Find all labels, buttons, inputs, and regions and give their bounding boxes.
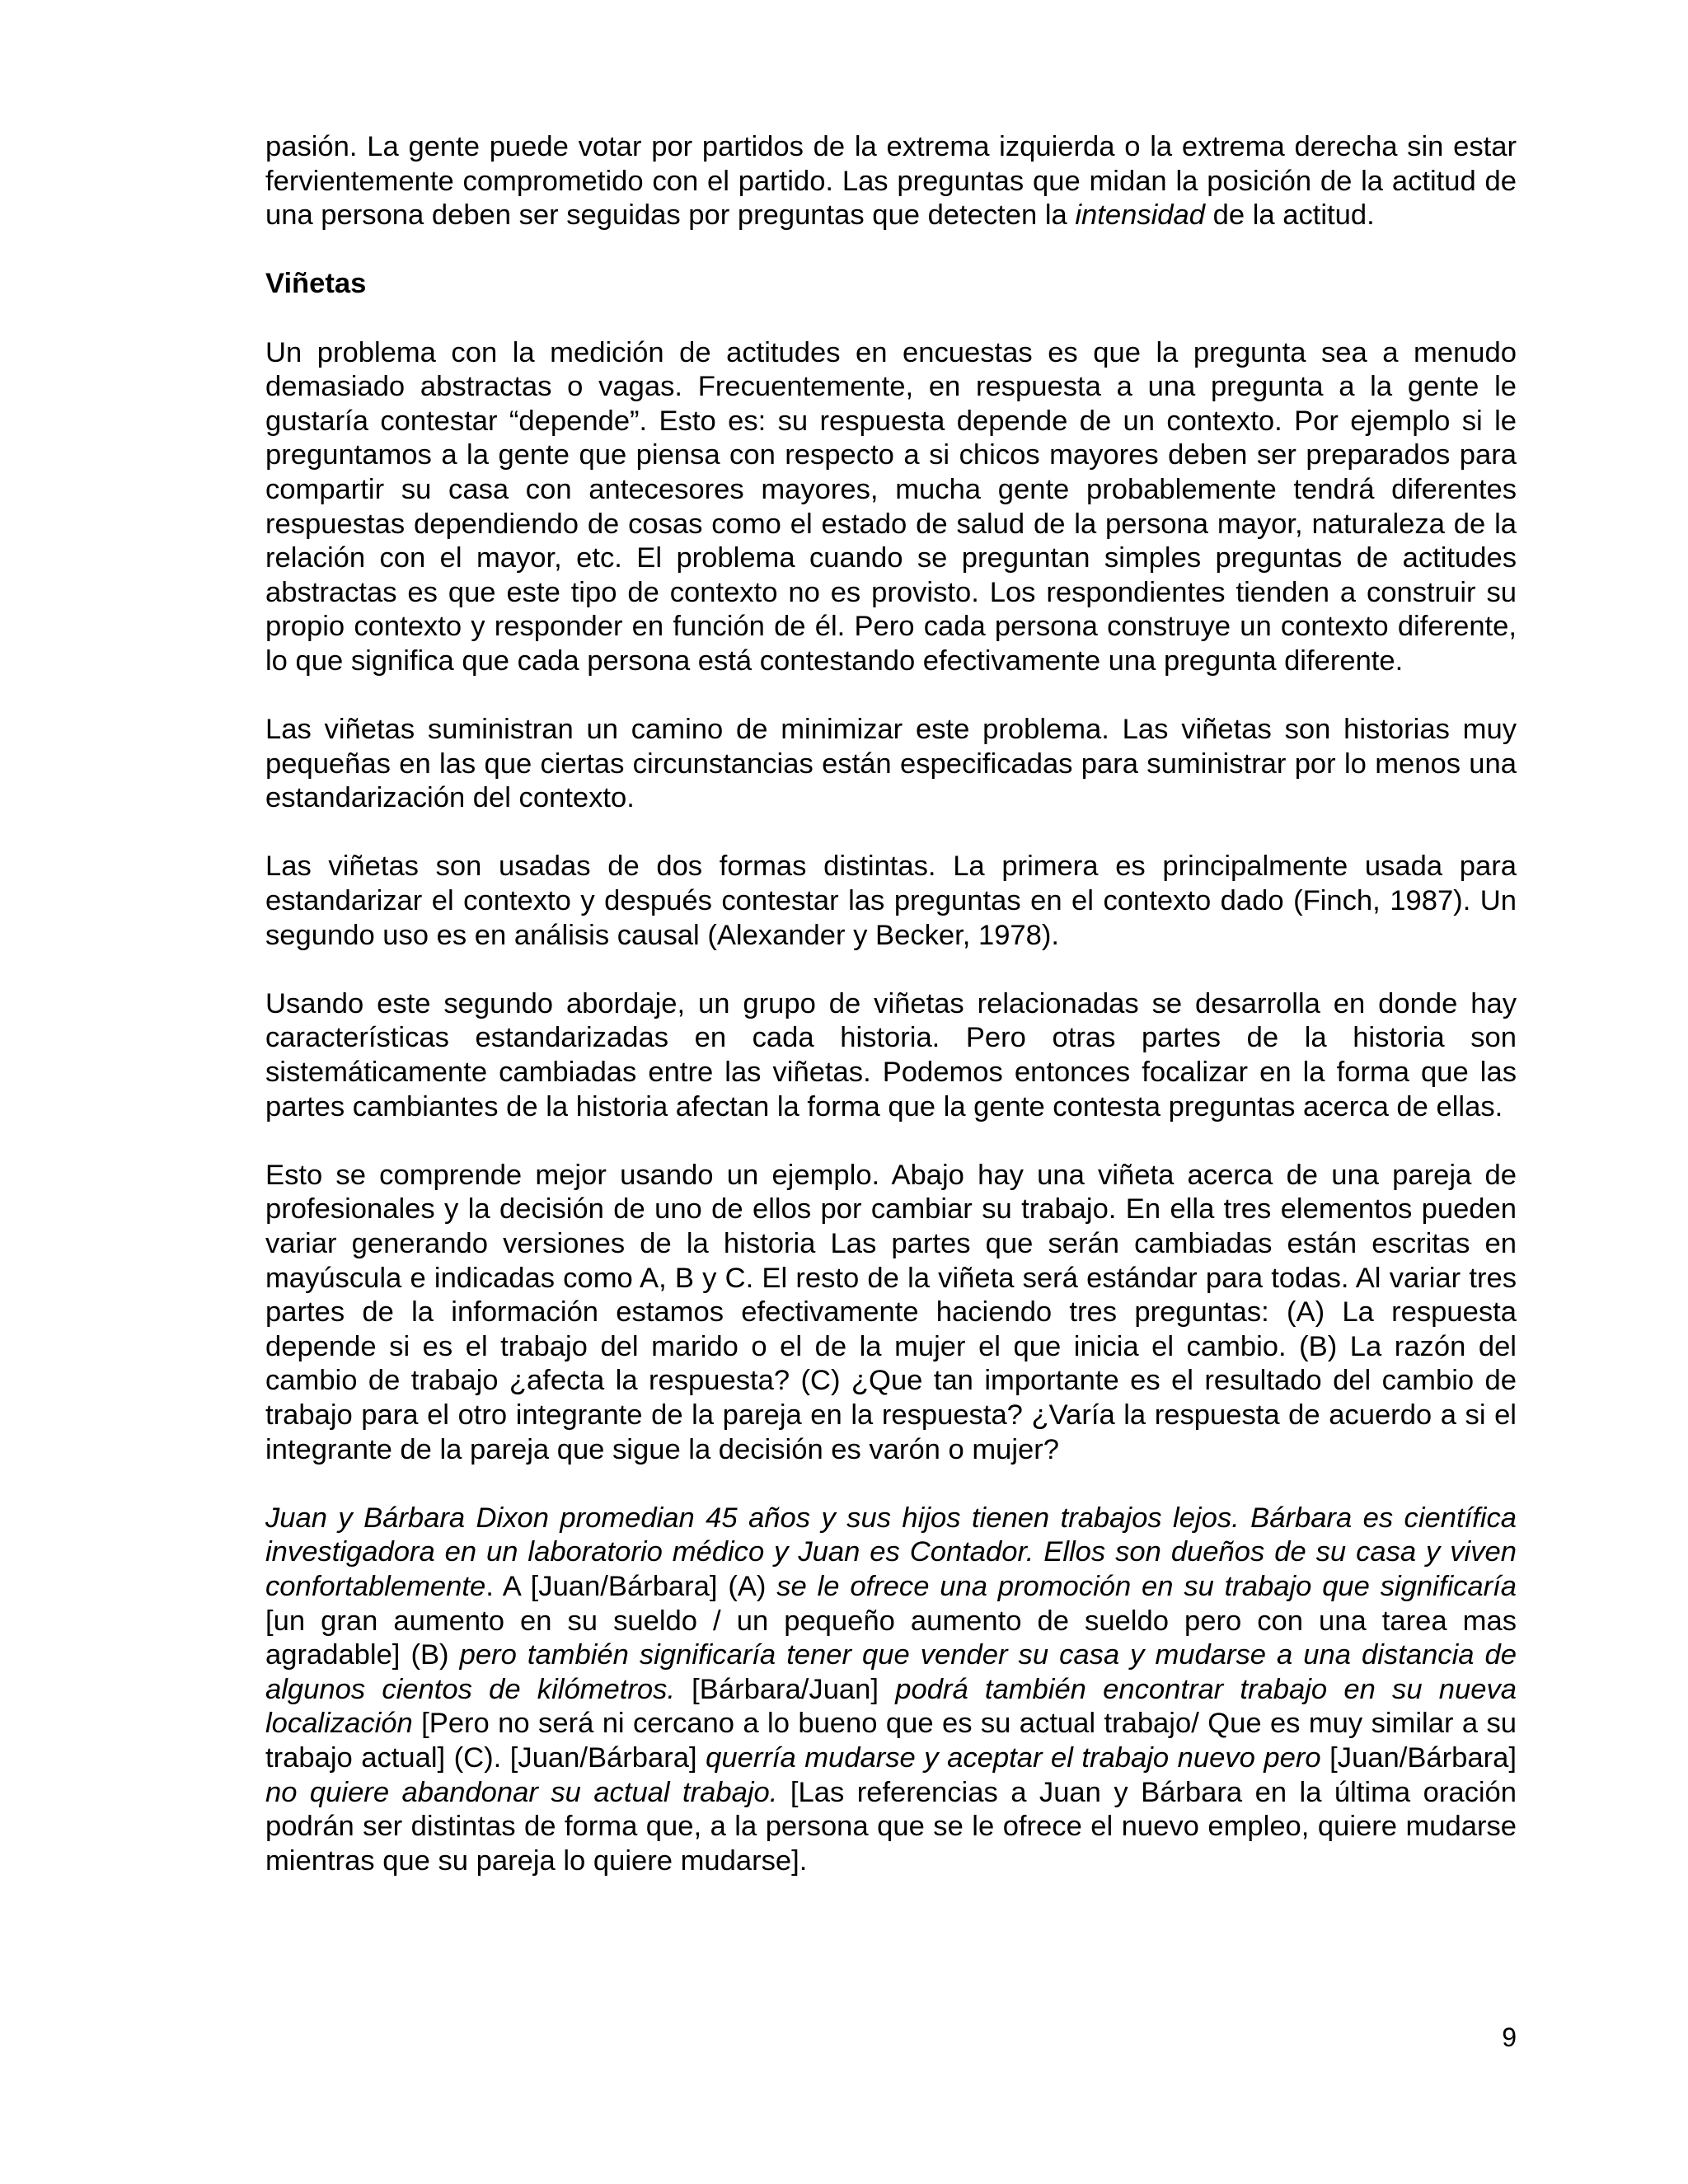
paragraph-text: [un gran aumento en su sueldo / un pequeño aumento de sueldo pero con una tarea mas agradable] (B) xyxy=(265,1605,1517,1671)
emphasis-text: se le ofrece una promoción en su trabajo que significaría xyxy=(776,1570,1517,1602)
section-heading: Viñetas xyxy=(265,268,367,300)
paragraph-text: [Juan/Bárbara] xyxy=(1320,1741,1517,1774)
page-number: 9 xyxy=(1502,2022,1517,2052)
paragraph-vignettes-uses: Las viñetas son usadas de dos formas distintas. La primera es principalmente usada para estandarizar el contexto y después contestar las preguntas en el contexto dado (Finch, 1987). Un segundo uso es en análisis causal (Alexander y Becker, 1978). xyxy=(265,851,1517,951)
paragraph-text: [Bárbara/Juan] xyxy=(674,1673,896,1705)
paragraph-intro xyxy=(265,130,1517,233)
paragraph-text: de la actitud. xyxy=(1205,199,1375,232)
paragraph-text: . A [Juan/Bárbara] (A) xyxy=(485,1570,777,1602)
paragraph-example-intro: Esto se comprende mejor usando un ejemplo. Abajo hay una viñeta acerca de una pareja de profesionales y la decisión de uno de ellos por cambiar su trabajo. En ella tres elementos pueden variar generando versiones de la historia Las partes que serán cambiadas están escritas en mayúscula e indicadas como A, B y C. El resto de la viñeta será estándar para todas. Al variar tres partes de la información estamos efectivamente haciendo tres preguntas: (A) La respuesta depende si es el trabajo del marido o el de la mujer el que inicia el cambio. (B) La razón del cambio de trabajo ¿afecta la respuesta? (C) ¿Que tan importante es el resultado del cambio de trabajo para el otro integrante de la pareja en la respuesta? ¿Varía la respuesta de acuerdo a si el integrante de la pareja que sigue la decisión es varón o mujer? xyxy=(265,1159,1517,1465)
paragraph-text: [Pero no será ni cercano a lo bueno que es su actual trabajo/ Que es muy similar a su trabajo actual] (C). [Juan/Bárbara] xyxy=(265,1708,1517,1774)
emphasis-text: pero también significaría tener que vender su casa y mudarse a una distancia de algunos cientos de kilómetros. xyxy=(265,1639,1517,1705)
emphasis-text: querría mudarse y aceptar el trabajo nuevo pero xyxy=(706,1741,1321,1774)
emphasis-text: intensidad xyxy=(1075,199,1206,232)
paragraph-text: pasión. La gente puede votar por partidos de la extrema izquierda o la extrema derecha sin estar fervientemente comprometido con el partido. Las preguntas que midan la posición de la actitud de una persona deben ser seguidas por preguntas que detecten la xyxy=(265,131,1517,232)
paragraph-second-approach: Usando este segundo abordaje, un grupo de viñetas relacionadas se desarrolla en donde hay características estandarizadas en cada historia. Pero otras partes de la historia son sistemáticamente cambiadas entre las viñetas. Podemos entonces focalizar en la forma que las partes cambiantes de la historia afectan la forma que la gente contesta preguntas acerca de ellas. xyxy=(265,987,1517,1122)
emphasis-text: no quiere abandonar su actual trabajo. xyxy=(265,1776,778,1808)
paragraph-vignette-example xyxy=(265,1502,1517,1879)
emphasis-text: podrá también encontrar trabajo en su nueva localización xyxy=(265,1673,1517,1740)
emphasis-text: Juan y Bárbara Dixon promedian 45 años y sus hijos tienen trabajos lejos. Bárbara es científica investigadora en un laboratorio médico y Juan es Contador. Ellos son dueños de su casa y viven confortablemente xyxy=(265,1502,1517,1602)
paragraph-problem: Un problema con la medición de actitudes en encuestas es que la pregunta sea a menudo demasiado abstractas o vagas. Frecuentemente, en respuesta a una pregunta a la gente le gustaría contestar “depende”. Esto es: su respuesta depende de un contexto. Por ejemplo si le preguntamos a la gente que piensa con respecto a si chicos mayores deben ser preparados para compartir su casa con antecesores mayores, mucha gente probablemente tendrá diferentes respuestas dependiendo de cosas como el estado de salud de la persona mayor, naturaleza de la relación con el mayor, etc. El problema cuando se preguntan simples preguntas de actitudes abstractas es que este tipo de contexto no es provisto. Los respondientes tienden a construir su propio contexto y responder en función de él. Pero cada persona construye un contexto diferente, lo que significa que cada persona está contestando efectivamente una pregunta diferente. xyxy=(265,336,1517,677)
page-body xyxy=(265,130,1517,1913)
paragraph-text: [Las referencias a Juan y Bárbara en la última oración podrán ser distintas de forma que, a la persona que se le ofrece el nuevo empleo, quiere mudarse mientras que su pareja lo quiere mudarse]. xyxy=(265,1776,1517,1877)
paragraph-vignettes-definition: Las viñetas suministran un camino de minimizar este problema. Las viñetas son historias muy pequeñas en las que ciertas circunstancias están especificadas para suministrar por lo menos una estandarización del contexto. xyxy=(265,714,1517,814)
